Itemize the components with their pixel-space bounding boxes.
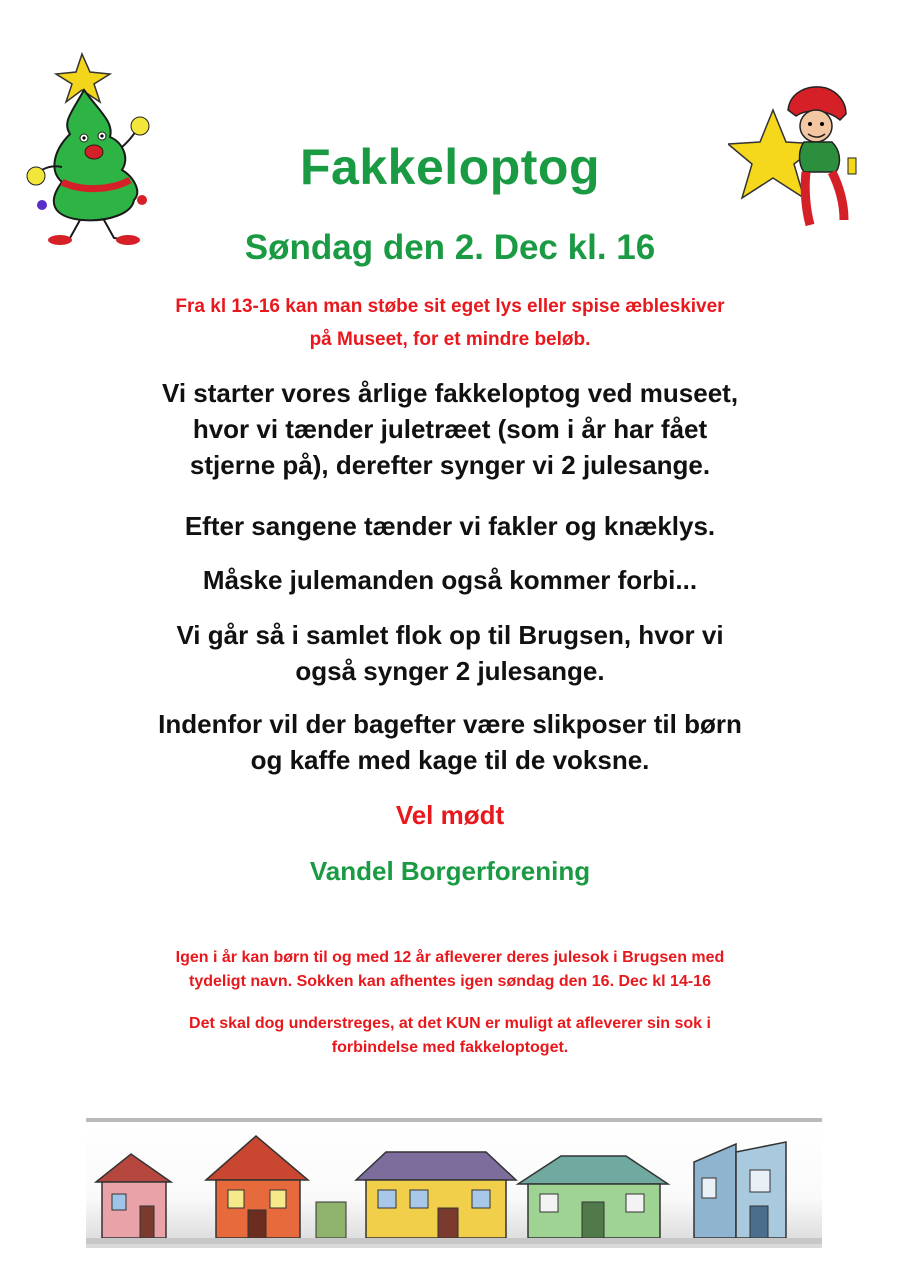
- note-condition: [90, 1012, 810, 1060]
- paragraph-line: Vi starter vores årlige fakkeloptog ved museet,: [161, 378, 739, 408]
- paragraph-line: Efter sangene tænder vi fakler og knæklys.: [184, 511, 716, 541]
- closing-greeting: Vel mødt: [395, 800, 505, 830]
- intro-line: på Museet, for et mindre beløb.: [309, 329, 591, 350]
- note-line: tydeligt navn. Sokken kan afhentes igen søndag den 16. Dec kl 14-16: [189, 973, 711, 990]
- note-sock: [90, 946, 810, 994]
- paragraph-start: [40, 375, 860, 483]
- note-line: forbindelse med fakkeloptoget.: [331, 1039, 569, 1056]
- intro-line: Fra kl 13-16 kan man støbe sit eget lys eller spise æbleskiver: [175, 296, 725, 317]
- paragraph-line: Vi går så i samlet flok op til Brugsen, hvor vi: [176, 620, 724, 650]
- paragraph-line: Måske julemanden også kommer forbi...: [202, 565, 698, 595]
- paragraph-brugsen: [40, 617, 860, 689]
- row-of-houses-illustration: [86, 1118, 822, 1248]
- note-line: Igen i år kan børn til og med 12 år afleverer deres julesok i Brugsen med: [175, 949, 725, 966]
- note-line: Det skal dog understreges, at det KUN er muligt at afleverer sin sok i: [189, 1015, 711, 1032]
- intro-text: [60, 290, 840, 356]
- paragraph-line: stjerne på), derefter synger vi 2 julesange.: [189, 450, 711, 480]
- paragraph-santa: [40, 562, 860, 598]
- event-date: Søndag den 2. Dec kl. 16: [244, 228, 656, 267]
- paragraph-treats: [40, 706, 860, 778]
- organizer-name: Vandel Borgerforening: [309, 856, 591, 886]
- houses-drawing: [86, 1122, 822, 1244]
- paragraph-line: også synger 2 julesange.: [295, 656, 605, 686]
- paragraph-line: hvor vi tænder juletræet (som i år har fået: [192, 414, 708, 444]
- paragraph-line: og kaffe med kage til de voksne.: [250, 745, 650, 775]
- poster-title: Fakkeloptog: [300, 139, 600, 195]
- paragraph-line: Indenfor vil der bagefter være slikposer til børn: [158, 709, 742, 739]
- paragraph-torches: [40, 508, 860, 544]
